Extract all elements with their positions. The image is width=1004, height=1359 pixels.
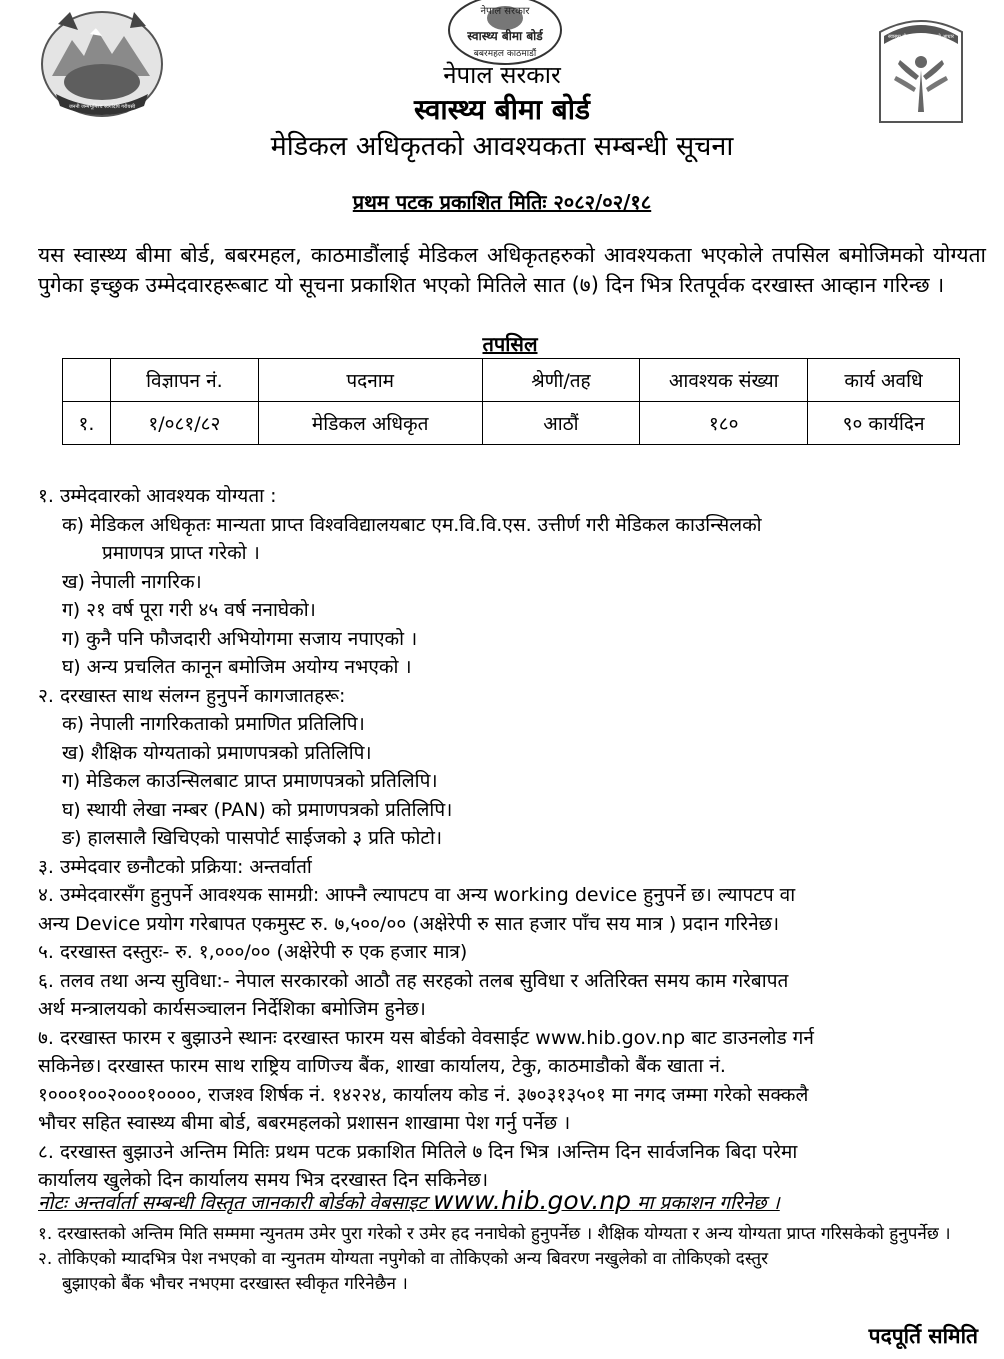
footnote-1: १. दरखास्तको अन्तिम मिति सम्ममा न्युनतम उमेर पुरा गरेको र उमेर हद ननाघेको हुनुपर्नेछ । शैक्षिक योग्यता र अन्य योग्यता प्राप्त गरिसकेको हुनुपर्नेछ ।: [38, 1224, 951, 1244]
section-7-line: सकिनेछ। दरखास्त फारम साथ राष्ट्रिय वाणिज्य बैंक, शाखा कार्यालय, टेकु, काठमाडौको बैंक खाता नं.: [38, 1055, 726, 1077]
requirements-list: [38, 482, 988, 1195]
table-title: तपसिल: [482, 332, 538, 356]
list-item: ख) नेपाली नागरिक।: [62, 570, 202, 593]
seal-text-mid: स्वास्थ्य बीमा बोर्ड: [467, 29, 543, 43]
intro-paragraph: यस स्वास्थ्य बीमा बोर्ड, बबरमहल, काठमाडौंलाई मेडिकल अधिकृतहरुको आवश्यकता भएकोले तपसिल बमोजिमको योग्यता पुगेका इच्छुक उम्मेदवारहरूबाट यो सूचना प्रकाशित भएको मितिले सात (७) दिन भित्र रितपूर्वक दरखास्त आव्हान गरिन्छ ।: [38, 243, 986, 297]
footnote-2-line: बुझाएको बैंक भौचर नभएमा दरखास्त स्वीकृत गरिनेछैन ।: [62, 1274, 408, 1294]
list-item: क) नेपाली नागरिकताको प्रमाणित प्रतिलिपि।: [62, 713, 365, 735]
table-header-row: [63, 359, 960, 402]
table-header-cell: श्रेणी/तह: [482, 359, 640, 402]
list-item: घ) अन्य प्रचलित कानून बमोजिम अयोग्य नभएको ।: [62, 656, 412, 678]
table-cell: १/०८१/८२: [110, 402, 258, 445]
section-7-line: १०००१००२०००१००००, राजश्व शिर्षक नं. १४२२४, कार्यालय कोड नं. ३७०३१३५०१ मा नगद जम्मा गरेको सक्कलै: [38, 1083, 809, 1106]
notice-title: मेडिकल अधिकृतको आवश्यकता सम्बन्धी सूचना: [270, 131, 734, 162]
section-4-line: अन्य Device प्रयोग गरेबापत एकमुस्ट रु. ७,५००/०० (अक्षेरेपी रु सात हजार पाँच सय मात्र ) प्रदान गरिनेछ।: [38, 912, 780, 935]
board-name: स्वास्थ्य बीमा बोर्ड: [413, 93, 591, 126]
table-cell: ९० कार्यदिन: [808, 402, 960, 445]
list-item: ग) २१ वर्ष पूरा गरी ४५ वर्ष ननाघेको।: [62, 599, 316, 621]
section-2-title: २. दरखास्त साथ संलग्न हुनुपर्ने कागजातहरू:: [38, 684, 346, 707]
table-header-cell: विज्ञापन नं.: [110, 359, 258, 402]
table-row: [63, 402, 960, 445]
table-cell: मेडिकल अधिकृत: [258, 402, 482, 445]
list-item: प्रमाणपत्र प्राप्त गरेको ।: [102, 542, 260, 564]
section-7-line: ७. दरखास्त फारम र बुझाउने स्थानः दरखास्त फारम यस बोर्डको वेवसाईट www.hib.gov.np बाट डाउनलोड गर्न: [38, 1026, 814, 1049]
list-item: ग) मेडिकल काउन्सिलबाट प्राप्त प्रमाणपत्रको प्रतिलिपि।: [62, 770, 438, 792]
section-6-line: अर्थ मन्त्रालयको कार्यसञ्चालन निर्देशिका बमोजिम हुनेछ।: [38, 998, 426, 1020]
note-prefix: नोटः अन्तर्वार्ता सम्बन्धी विस्तृत जानकारी बोर्डको वेबसाइट: [38, 1192, 434, 1214]
website-link[interactable]: www.hib.gov.np: [433, 1186, 632, 1215]
emblem-motto: जननी जन्मभूमिश्च स्वर्गादपि गरीयसी: [68, 104, 136, 110]
note-suffix: मा प्रकाशन गरिनेछ ।: [631, 1192, 780, 1214]
list-item: ख) शैक्षिक योग्यताको प्रमाणपत्रको प्रतिलिपि।: [62, 741, 372, 764]
list-item: घ) स्थायी लेखा नम्बर (PAN) को प्रमाणपत्रको प्रतिलिपि।: [62, 798, 453, 821]
table-header-cell: आवश्यक संख्या: [640, 359, 808, 402]
section-5: ५. दरखास्त दस्तुरः- रु. १,०००/०० (अक्षेरेपी रु एक हजार मात्र): [38, 941, 468, 963]
section-3: ३. उम्मेदवार छनौटको प्रक्रिया: अन्तर्वार्ता: [38, 855, 312, 878]
interview-note: [38, 1186, 780, 1215]
table-cell: १.: [63, 402, 111, 445]
table-cell: १८०: [640, 402, 808, 445]
table-cell: आठौं: [482, 402, 640, 445]
section-8-line: कार्यालय खुलेको दिन कार्यालय समय भित्र दरखास्त दिन सकिनेछ।: [38, 1169, 489, 1191]
section-1-title: १. उम्मेदवारको आवश्यक योग्यता :: [38, 485, 277, 507]
section-6-line: ६. तलव तथा अन्य सुविधा:- नेपाल सरकारको आठौ तह सरहको तलब सुविधा र अतिरिक्त समय काम गरेबापत: [38, 969, 789, 992]
table-header-cell: कार्य अवधि: [808, 359, 960, 402]
list-item: ग) कुनै पनि फौजदारी अभियोगमा सजाय नपाएको ।: [62, 627, 418, 650]
right-logo-text: स्वास्थ्य बीमा: स्वस्थ नेपालको आधार: [888, 34, 954, 40]
footnote-2-line: २. तोकिएको म्यादभित्र पेश नभएको वा न्युनतम योग्यता नपुगेको वा तोकिएको अन्य बिवरण नखुलेको वा तोकिएको दस्तुर: [38, 1249, 769, 1269]
footnotes: [38, 1222, 988, 1297]
table-header-cell: [63, 359, 111, 402]
seal-text-top: नेपाल सरकार: [480, 6, 530, 17]
signature-committee: पदपूर्ति समिति: [868, 1324, 978, 1348]
list-item: ङ) हालसालै खिचिएको पासपोर्ट साईजको ३ प्रति फोटो।: [62, 827, 443, 849]
seal-text-bottom: बबरमहल काठमाडौं: [473, 49, 537, 59]
section-8-line: ८. दरखास्त बुझाउने अन्तिम मितिः प्रथम पटक प्रकाशित मितिले ७ दिन भित्र ।अन्तिम दिन सार्वजनिक बिदा परेमा: [38, 1140, 798, 1163]
section-4-line: ४. उम्मेदवारसँग हुनुपर्ने आवश्यक सामग्री: आफ्नै ल्यापटप वा अन्य working device हुनुपर्ने छ। ल्यापटप वा: [38, 884, 796, 906]
government-name: नेपाल सरकार: [443, 61, 561, 89]
vacancy-table: [62, 358, 960, 445]
published-date: प्रथम पटक प्रकाशित मितिः २०८२/०२/१८: [352, 190, 652, 214]
table-header-cell: पदनाम: [258, 359, 482, 402]
list-item: क) मेडिकल अधिकृतः मान्यता प्राप्त विश्वविद्यालयबाट एम.वि.वि.एस. उत्तीर्ण गरी मेडिकल काउन्सिलको: [62, 513, 762, 536]
section-7-line: भौचर सहित स्वास्थ्य बीमा बोर्ड, बबरमहलको प्रशासन शाखामा पेश गर्नु पर्नेछ ।: [38, 1112, 571, 1134]
